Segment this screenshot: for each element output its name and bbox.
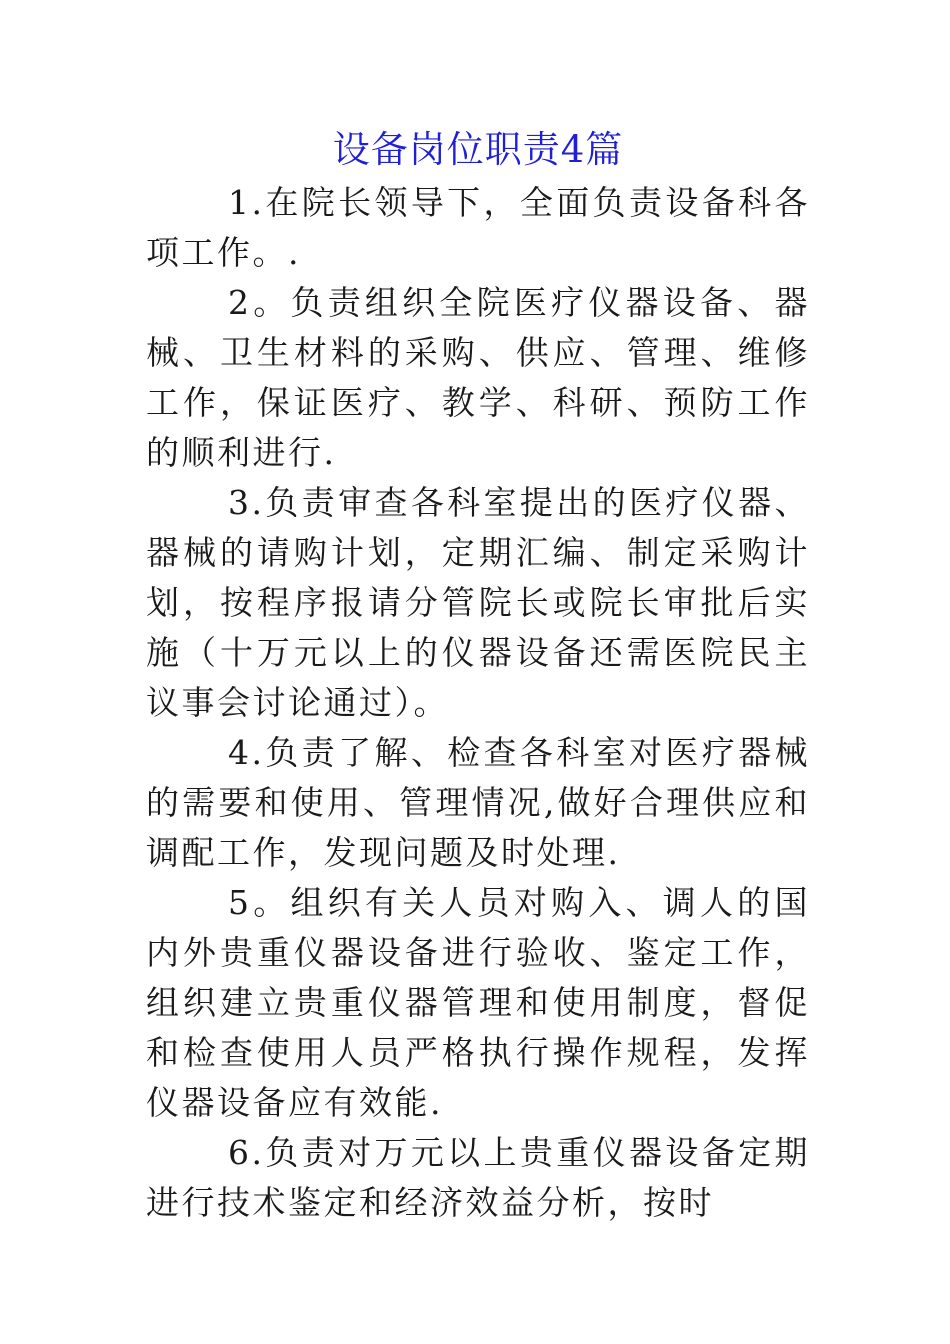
- paragraph-item-1: 1.在院长领导下，全面负责设备科各项工作。.: [146, 183, 810, 272]
- document-title: 设备岗位职责4篇: [332, 128, 624, 171]
- paragraph-item-6: 6.负责对万元以上贵重仪器设备定期进行技术鉴定和经济效益分析，按时: [146, 1133, 810, 1222]
- document-content: [146, 122, 810, 1228]
- paragraph-item-2: 2。负责组织全院医疗仪器设备、器械、卫生材料的采购、供应、管理、维修工作，保证医疗、教学、科研、预防工作的顺利进行.: [146, 283, 810, 472]
- paragraph-item-3: 3.负责审查各科室提出的医疗仪器、器械的请购计划，定期汇编、制定采购计划，按程序报请分管院长或院长审批后实施（十万元以上的仪器设备还需医院民主议事会讨论通过）。: [146, 483, 810, 722]
- paragraph-item-4: 4.负责了解、检查各科室对医疗器械的需要和使用、管理情况,做好合理供应和调配工作，发现问题及时处理.: [146, 733, 810, 872]
- paragraph-item-5: 5。组织有关人员对购入、调人的国内外贵重仪器设备进行验收、鉴定工作，组织建立贵重仪器管理和使用制度，督促和检查使用人员严格执行操作规程，发挥仪器设备应有效能.: [146, 883, 810, 1122]
